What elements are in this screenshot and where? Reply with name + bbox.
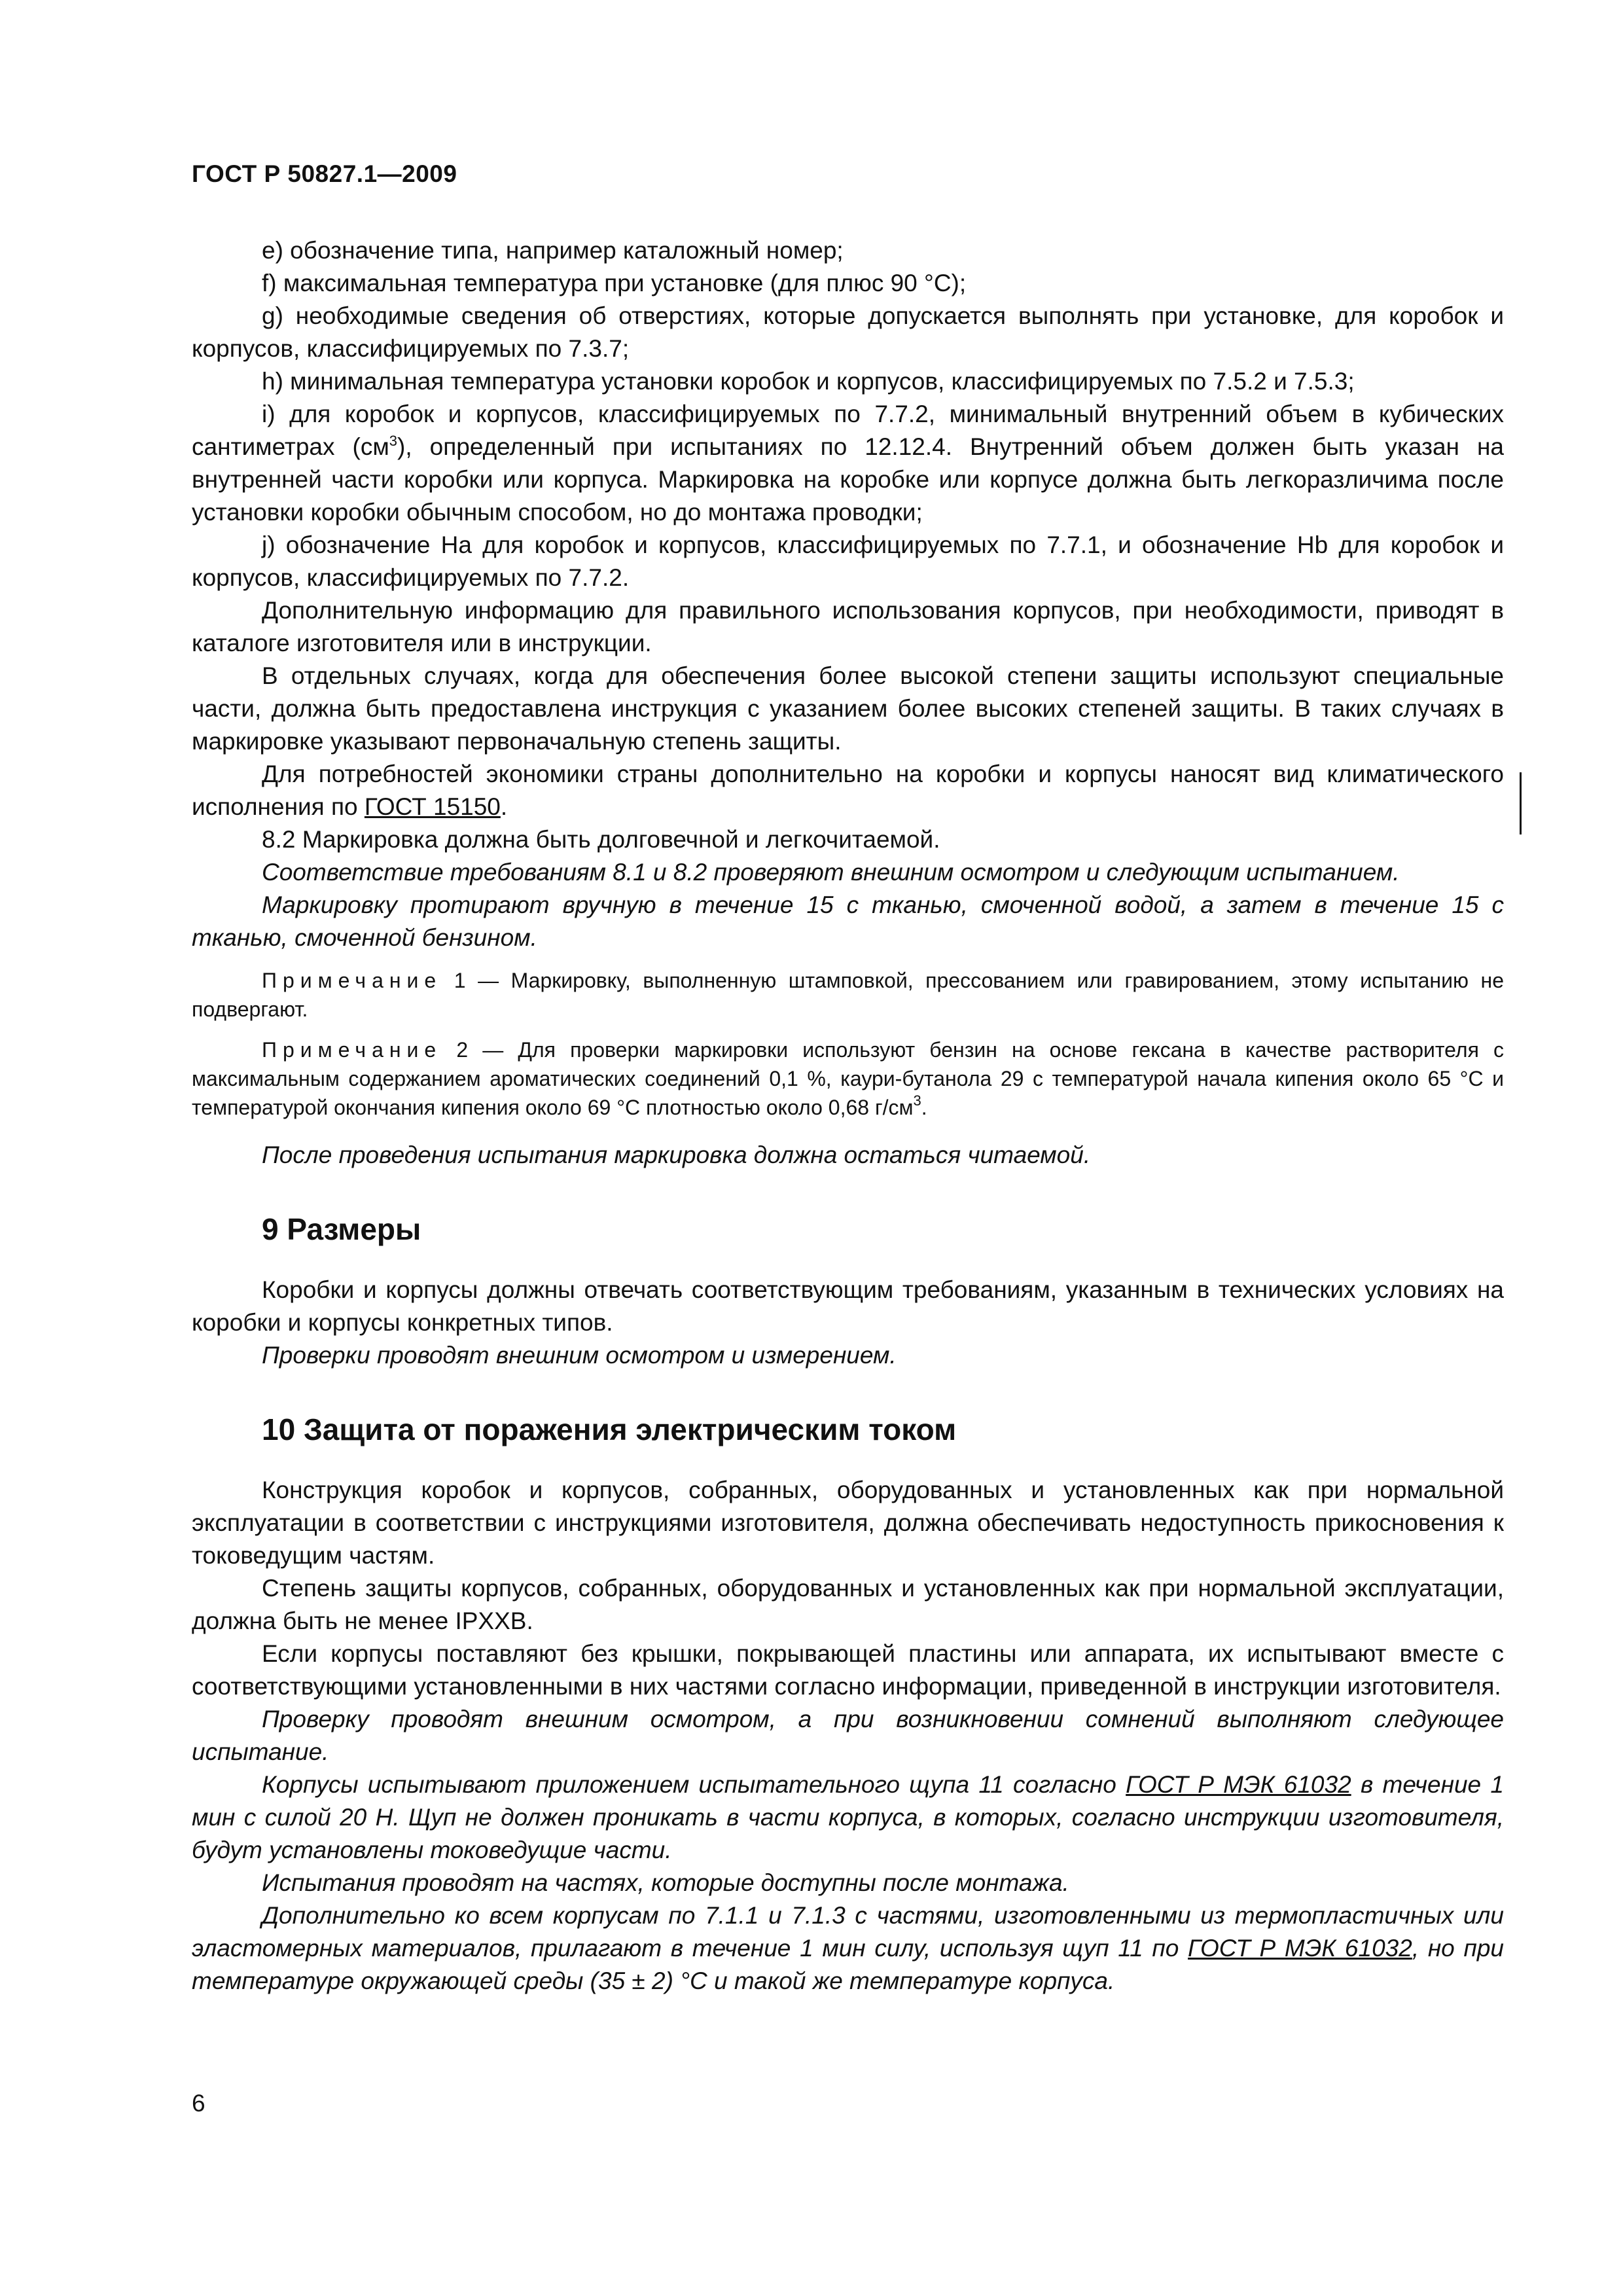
note-2-text: 2 — Для проверки маркировки используют бензин на основе гексана в качестве растворителя с максимальным содержанием ароматических соединений 0,1 %, каури-бутанола 29 с температурой начала кипения около 65 °С и температурой окончания кипения около 69 °С плотностью около 0,68 г/см (192, 1038, 1504, 1119)
marking-item-g: g) необходимые сведения об отверстиях, которые допускается выполнять при установке, для коробок и корпусов, классифицируемых по 7.3.7; (192, 302, 1504, 362)
superscript: 3 (389, 433, 398, 449)
section-9-title: 9 Размеры (262, 1212, 421, 1246)
note-2-end: . (921, 1096, 927, 1119)
marking-item-i (192, 398, 1504, 529)
superscript: 3 (913, 1092, 921, 1109)
document-header: ГОСТ Р 50827.1—2009 (192, 160, 457, 187)
section-10-p6: Испытания проводят на частях, которые доступны после монтажа. (262, 1869, 1069, 1896)
marking-item-h: h) минимальная температура установки коробок и корпусов, классифицируемых по 7.5.2 и 7.5.3; (262, 368, 1355, 395)
paragraph-climate (192, 758, 1504, 823)
section-10-p3: Если корпусы поставляют без крышки, покрывающей пластины или аппарата, их испытывают вместе с соответствующими установленными в них частями согласно информации, приведенной в инструкции изготовителя. (192, 1640, 1504, 1700)
paragraph-climate-end: . (500, 793, 508, 820)
note-1-label: Примечание (262, 969, 442, 992)
gost-r-iec-61032-link-2[interactable]: ГОСТ Р МЭК 61032 (1188, 1935, 1412, 1962)
page-content (192, 234, 1504, 1998)
gost-r-iec-61032-link[interactable]: ГОСТ Р МЭК 61032 (1126, 1771, 1351, 1798)
marking-item-i-text-cont: ), определенный при испытаниях по 12.12.4. Внутренний объем должен быть указан на внутренней части коробки или корпуса. Маркировка на коробке или корпусе должна быть легкоразличима после установки коробки обычным способом, но до монтажа проводки; (192, 433, 1504, 526)
section-10-p2: Степень защиты корпусов, собранных, оборудованных и установленных как при нормальной эксплуатации, должна быть не менее IPXXB. (192, 1575, 1504, 1634)
section-10-p1: Конструкция коробок и корпусов, собранных, оборудованных и установленных как при нормальной эксплуатации в соответствии с инструкциями изготовителя, должна обеспечивать недоступность прикосновения к токоведущим частям. (192, 1477, 1504, 1569)
clause-8-2: 8.2 Маркировка должна быть долговечной и легкочитаемой. (262, 826, 940, 853)
paragraph-special-parts: В отдельных случаях, когда для обеспечения более высокой степени защиты используют специальные части, должна быть предоставлена инструкция с указанием более высоких степеней защиты. В таких случаях в маркировке указывают первоначальную степень защиты. (192, 662, 1504, 755)
marking-item-f: f) максимальная температура при установке (для плюс 90 °С); (262, 270, 967, 296)
marking-item-i-text: i) для коробок и корпусов, классифицируемых по 7.7.2, минимальный внутренний объем в кубических сантиметрах (см (192, 401, 1504, 460)
note-1 (192, 966, 1504, 1024)
marking-item-j: j) обозначение На для коробок и корпусов, классифицируемых по 7.7.1, и обозначение Hb для коробок и корпусов, классифицируемых по 7.7.2. (192, 531, 1504, 591)
section-10-p7 (192, 1899, 1504, 1998)
section-10-p7-text-cont: , но при температуре окружающей среды (35 ± 2) °С и такой же температуре корпуса. (192, 1935, 1504, 1994)
section-10-p4: Проверку проводят внешним осмотром, а при возникновении сомнений выполняют следующее испытание. (192, 1706, 1504, 1765)
section-10-p5-text: Корпусы испытывают приложением испытательного щупа 11 согласно (262, 1771, 1126, 1798)
paragraph-climate-text: Для потребностей экономики страны дополнительно на коробки и корпусы наносят вид климатического исполнения по (192, 761, 1504, 820)
change-bar (1520, 772, 1522, 834)
note-2 (192, 1035, 1504, 1122)
after-test: После проведения испытания маркировка должна остаться читаемой. (262, 1141, 1091, 1168)
section-9-p2: Проверки проводят внешним осмотром и измерением. (262, 1342, 897, 1369)
note-2-label: Примечание (262, 1038, 442, 1062)
section-10-p7-text: Дополнительно ко всем корпусам по 7.1.1 и 7.1.3 с частями, изготовленными из термопластичных или эластомерных материалов, прилагают в течение 1 мин силу, используя щуп 11 по (192, 1902, 1504, 1962)
paragraph-additional-info: Дополнительную информацию для правильного использования корпусов, при необходимости, приводят в каталоге изготовителя или в инструкции. (192, 597, 1504, 656)
gost-15150-link[interactable]: ГОСТ 15150 (364, 793, 501, 820)
section-10-p5 (192, 1768, 1504, 1867)
marking-item-e: e) обозначение типа, например каталожный номер; (262, 237, 844, 264)
page-number: 6 (192, 2090, 205, 2117)
section-10-title: 10 Защита от поражения электрическим током (262, 1412, 957, 1446)
rub-test: Маркировку протирают вручную в течение 15 с тканью, смоченной водой, а затем в течение 15 с тканью, смоченной бензином. (192, 891, 1504, 951)
section-10-p5-text-cont: в течение 1 мин с силой 20 Н. Щуп не должен проникать в части корпуса, в которых, согласно инструкции изготовителя, будут установлены токоведущие части. (192, 1771, 1504, 1863)
note-1-text: 1 — Маркировку, выполненную штамповкой, прессованием или гравированием, этому испытанию не подвергают. (192, 969, 1504, 1021)
check-8-2: Соответствие требованиям 8.1 и 8.2 проверяют внешним осмотром и следующим испытанием. (262, 859, 1400, 886)
section-9-p1: Коробки и корпусы должны отвечать соответствующим требованиям, указанным в технических условиях на коробки и корпусы конкретных типов. (192, 1276, 1504, 1336)
